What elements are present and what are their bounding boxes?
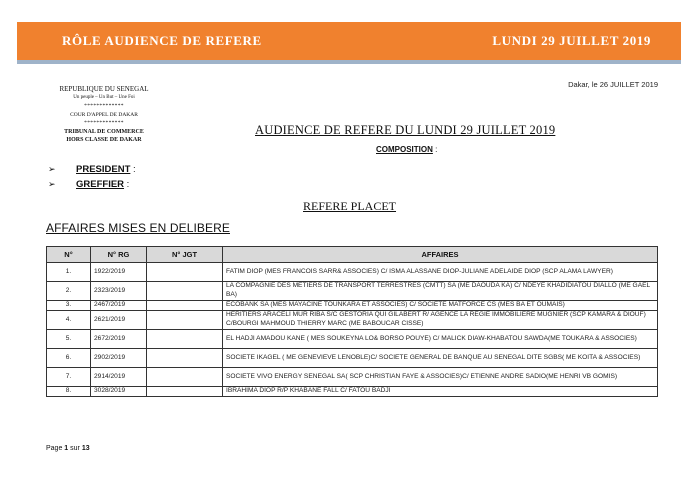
placet-title: REFERE PLACET — [303, 199, 397, 213]
table-row — [47, 311, 658, 330]
document-date: Dakar, le 26 JUILLET 2019 — [568, 80, 658, 89]
cell-jgt — [147, 311, 223, 330]
banner-role-title: RÔLE AUDIENCE DE REFERE — [62, 33, 262, 48]
role-suffix: : — [124, 179, 130, 190]
letterhead-tribunal-class: HORS CLASSE DE DAKAR — [66, 137, 142, 143]
cell-rg: 2323/2019 — [91, 282, 147, 301]
arrow-bullet-icon: ➢ — [48, 179, 56, 189]
cell-affaire: SOCIETE VIVO ENERGY SENEGAL SA( SCP CHRISTIAN FAYE & ASSOCIES)C/ ETIENNE ANDRE SADIO(ME HENRI VB GOMIS) — [223, 368, 658, 387]
cell-affaire: SOCIETE IKAGEL ( ME GENEVIEVE LENOBLE)C/ SOCIETE GENERAL DE BANQUE AU SENEGAL DITE SGBS( ME KOITA & ASSOCIES) — [223, 349, 658, 368]
page-current: 1 — [64, 445, 69, 452]
letterhead — [40, 85, 168, 145]
letterhead-stars: ************* — [84, 120, 124, 126]
cell-affaire: IBRAHIMA DIOP R/P KHABANE FALL C/ FATOU BADJI — [223, 387, 658, 397]
table-header-row — [47, 247, 658, 263]
table-row — [47, 330, 658, 349]
column-header-number: N° — [47, 247, 91, 263]
table-row — [47, 301, 658, 311]
role-president — [48, 164, 136, 175]
cell-number: 8. — [47, 387, 91, 397]
page-sur: sur — [68, 445, 82, 452]
cell-rg: 2914/2019 — [91, 368, 147, 387]
cell-number: 7. — [47, 368, 91, 387]
table-row — [47, 387, 658, 397]
section-title: AFFAIRES MISES EN DELIBERE — [46, 221, 230, 235]
composition-line — [376, 145, 437, 154]
cell-rg: 2672/2019 — [91, 330, 147, 349]
cell-number: 6. — [47, 349, 91, 368]
cell-number: 5. — [47, 330, 91, 349]
cell-affaire: FATIM DIOP (MES FRANCOIS SARR& ASSOCIES) C/ ISMA ALASSANE DIOP-JULIANE ADELAIDE DIOP (SCP ALAMA LAWYER) — [223, 263, 658, 282]
letterhead-tribunal: TRIBUNAL DE COMMERCE — [64, 128, 144, 135]
cell-rg: 2902/2019 — [91, 349, 147, 368]
letterhead-stars: ************* — [84, 103, 124, 109]
letterhead-republic: REPUBLIQUE DU SENEGAL — [59, 85, 149, 93]
cell-affaire: ECOBANK SA (MES MAYACINE TOUNKARA ET ASSOCIES) C/ SOCIETE MATFORCE CS (MES BA ET OUMAIS) — [223, 301, 658, 311]
composition-suffix: : — [432, 145, 438, 154]
cell-number: 1. — [47, 263, 91, 282]
cell-number: 3. — [47, 301, 91, 311]
page-word: Page — [46, 445, 65, 452]
table-row — [47, 368, 658, 387]
cell-jgt — [147, 263, 223, 282]
cell-affaire: EL HADJI AMADOU KANE ( MES SOUKEYNA LO& BORSO POUYE) C/ MALICK DIAW-KHABATOU SAWDA(ME TOUKARA & ASSOCIES) — [223, 330, 658, 349]
table-row — [47, 263, 658, 282]
cell-rg: 3028/2019 — [91, 387, 147, 397]
cell-rg: 1922/2019 — [91, 263, 147, 282]
banner-date: LUNDI 29 JUILLET 2019 — [492, 33, 651, 48]
table-row — [47, 349, 658, 368]
column-header-jgt: N° JGT — [147, 247, 223, 263]
cell-affaire: HERITIERS ARACELI MUR RIBA S/C GESTORIA QUI GILABERT R/ AGENCE LA REGIE IMMOBILIERE MUGNIER (SCP KAMARA & DIOUF) C/BOURGI MAHMOUD THIERRY MARC (ME BABOUCAR CISSE) — [223, 311, 658, 330]
cell-jgt — [147, 349, 223, 368]
letterhead-motto: Un peuple – Un But – Une Foi — [73, 94, 135, 100]
cell-number: 4. — [47, 311, 91, 330]
hearing-title: AUDIENCE DE REFERE DU LUNDI 29 JUILLET 2019 — [255, 123, 556, 137]
column-header-rg: N° RG — [91, 247, 147, 263]
cell-rg: 2621/2019 — [91, 311, 147, 330]
cell-jgt — [147, 301, 223, 311]
cell-affaire: LA COMPAGNIE DES METIERS DE TRANSPORT TERRESTRES (CMTT) SA (ME DAOUDA KA) C/ NDEYE KHADIDIATOU DIALLO (ME GAEL BA) — [223, 282, 658, 301]
table-row — [47, 282, 658, 301]
cases-table — [46, 246, 658, 397]
page-footer — [46, 445, 90, 452]
cell-jgt — [147, 282, 223, 301]
arrow-bullet-icon: ➢ — [48, 164, 56, 174]
header-banner — [17, 22, 681, 64]
page-total: 13 — [81, 445, 90, 452]
letterhead-court: COUR D'APPEL DE DAKAR — [70, 111, 138, 118]
role-greffier — [48, 179, 129, 190]
column-header-affaires: AFFAIRES — [223, 247, 658, 263]
role-label: PRESIDENT — [76, 164, 131, 175]
role-suffix: : — [130, 164, 136, 175]
role-label: GREFFIER — [76, 179, 125, 190]
cell-jgt — [147, 368, 223, 387]
cell-rg: 2467/2019 — [91, 301, 147, 311]
cell-jgt — [147, 387, 223, 397]
cell-number: 2. — [47, 282, 91, 301]
composition-label: COMPOSITION — [376, 145, 433, 154]
cell-jgt — [147, 330, 223, 349]
